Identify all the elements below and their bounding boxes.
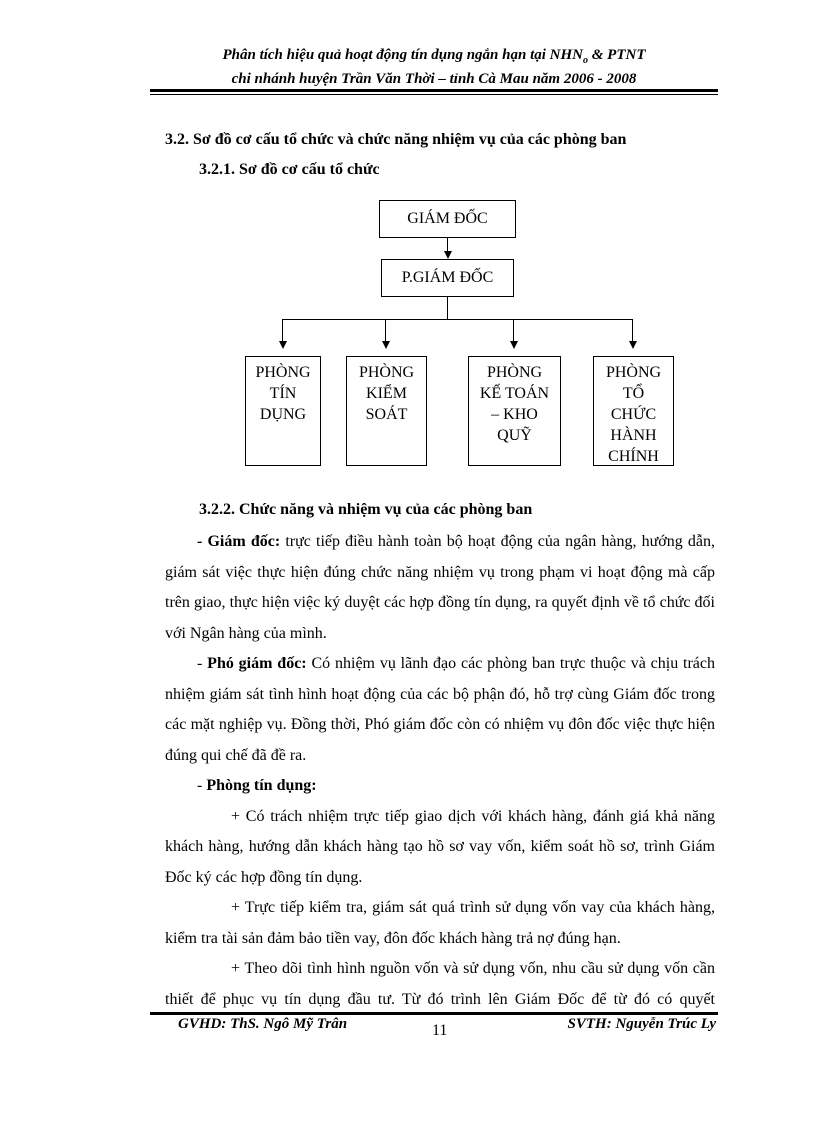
connector-line	[447, 238, 448, 252]
subsection-title-2: 3.2.2. Chức năng và nhiệm vụ của các phòng ban	[199, 501, 533, 518]
subsection-title-1: 3.2.1. Sơ đồ cơ cấu tổ chức	[199, 161, 380, 178]
connector-line	[513, 319, 514, 342]
header-line-1: Phân tích hiệu quả hoạt động tín dụng ngắn hạn tại $NHN_o$ & PTNT	[222, 47, 646, 66]
section-title: 3.2. Sơ đồ cơ cấu tổ chức và chức năng nhiệm vụ của các phòng ban	[165, 131, 627, 148]
paragraph-credit-dept: - Phòng tín dụng:	[197, 777, 317, 794]
header-line-2: chi nhánh huyện Trần Văn Thời – tỉnh Cà Mau năm 2006 - 2008	[231, 71, 637, 87]
connector-line	[447, 297, 448, 319]
bullet-item: + Trực tiếp kiểm tra, giám sát quá trình sử dụng vốn vay của khách hàng, kiểm tra tài sản đảm bảo tiền vay, đôn đốc khách hàng trả nợ đúng hạn.	[165, 899, 715, 947]
bullet-item: + Theo dõi tình hình nguồn vốn và sử dụng vốn, nhu cầu sử dụng vốn cần thiết để phục vụ tín dụng đầu tư. Từ đó trình lên Giám Đốc để từ đó có quyết	[165, 960, 715, 1008]
connector-line	[385, 319, 386, 342]
connector-bus	[282, 319, 633, 320]
org-box-credit: PHÒNG TÍN DỤNG	[245, 356, 321, 466]
body-text	[165, 527, 715, 1015]
arrow-down-icon	[510, 341, 518, 349]
bullet-item: + Có trách nhiệm trực tiếp giao dịch với khách hàng, đánh giá khả năng khách hàng, hướng dẫn khách hàng tạo hồ sơ vay vốn, kiểm soát hồ sơ, trình Giám Đốc ký các hợp đồng tín dụng.	[165, 807, 715, 886]
arrow-down-icon	[382, 341, 390, 349]
connector-line	[282, 319, 283, 342]
arrow-down-icon	[444, 251, 452, 259]
paragraph-director: - Giám đốc: trực tiếp điều hành toàn bộ hoạt động của ngân hàng, hướng dẫn, giám sát việc thực hiện đúng chức năng nhiệm vụ trong phạm vi hoạt động mà cấp trên giao, thực hiện việc ký duyệt các hợp đồng tín dụng, ra quyết định về tổ chức đối với Ngân hàng của mình.	[165, 533, 716, 642]
page-number: 11	[432, 1022, 448, 1039]
footer-rule	[150, 1012, 718, 1015]
org-box-accounting: PHÒNG KẾ TOÁN – KHO QUỸ	[468, 356, 561, 466]
footer-student: SVTH: Nguyễn Trúc Ly	[567, 1016, 716, 1032]
footer-advisor: GVHD: ThS. Ngô Mỹ Trân	[178, 1016, 348, 1032]
connector-line	[632, 319, 633, 342]
org-chart	[0, 0, 816, 480]
paragraph-deputy-director: - Phó giám đốc: Có nhiệm vụ lãnh đạo các phòng ban trực thuộc và chịu trách nhiệm giám sát tình hình hoạt động của các bộ phận đó, hỗ trợ cùng Giám đốc trong các mặt nghiệp vụ. Đồng thời, Phó giám đốc còn có nhiệm vụ đôn đốc việc thực hiện đúng qui chế đã đề ra.	[165, 655, 716, 764]
org-box-director: GIÁM ĐỐC	[379, 200, 516, 238]
org-box-control: PHÒNG KIỂM SOÁT	[346, 356, 427, 466]
arrow-down-icon	[279, 341, 287, 349]
org-box-deputy-director: P.GIÁM ĐỐC	[381, 259, 514, 297]
org-box-administration: PHÒNG TỔ CHỨC HÀNH CHÍNH	[593, 356, 674, 466]
arrow-down-icon	[629, 341, 637, 349]
